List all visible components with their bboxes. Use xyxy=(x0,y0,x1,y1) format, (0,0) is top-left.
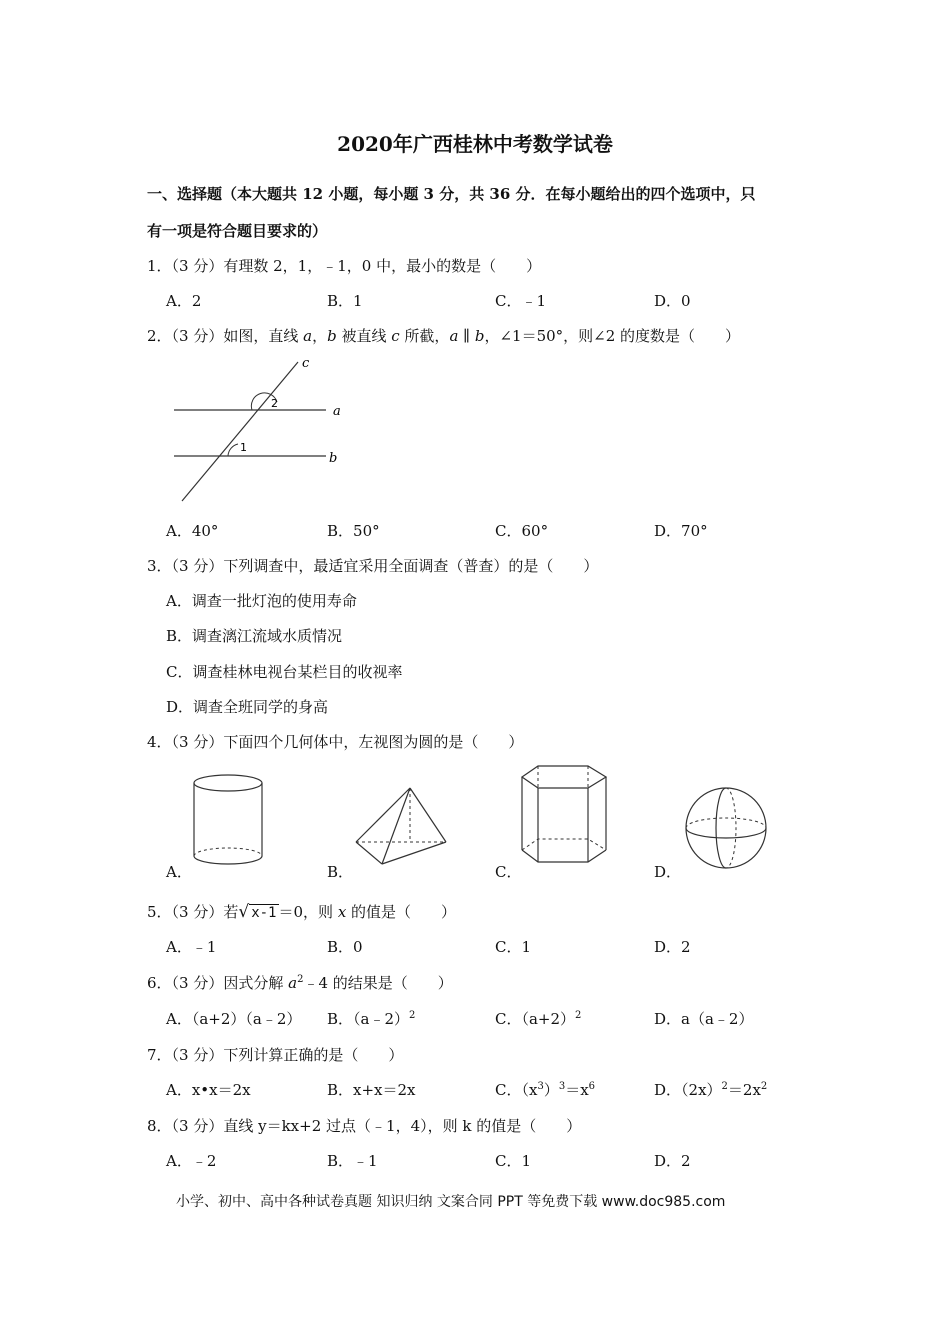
q5-option-c: C．1 xyxy=(495,938,532,956)
q5-stem: 5．（3 分）若√ x-1 ＝0，则 x 的值是（ ） xyxy=(147,902,457,922)
q5-option-b: B．0 xyxy=(327,938,363,956)
q6-option-d: D．a（a﹣2） xyxy=(654,1010,754,1028)
q4-option-d: D． xyxy=(654,863,682,881)
hexagonal-prism-figure xyxy=(518,762,610,868)
q2-option-d: D．70° xyxy=(654,522,708,540)
sphere-figure xyxy=(682,784,770,872)
label-a: a xyxy=(333,404,341,419)
q8-option-a: A．﹣2 xyxy=(166,1152,217,1170)
label-c: c xyxy=(302,356,310,371)
q1-option-a: A．2 xyxy=(166,292,202,310)
q3-option-a: A．调查一批灯泡的使用寿命 xyxy=(166,592,357,610)
q8-option-d: D．2 xyxy=(654,1152,691,1170)
q7-option-a: A．x•x＝2x xyxy=(166,1081,251,1099)
section-heading-line2: 有一项是符合题目要求的） xyxy=(147,222,328,240)
q8-stem: 8．（3 分）直线 y＝kx+2 过点（﹣1，4），则 k 的值是（ ） xyxy=(147,1117,582,1135)
q5-option-d: D．2 xyxy=(654,938,691,956)
square-root: √ x-1 xyxy=(238,902,277,922)
q4-option-c: C． xyxy=(495,863,522,881)
q7-option-c: C．$(x^3)^3=x^6$ xyxy=(495,1081,596,1099)
q4-option-b: B． xyxy=(327,863,354,881)
q6-option-a: A．（a+2）（a﹣2） xyxy=(166,1010,302,1028)
q1-option-d: D．0 xyxy=(654,292,691,310)
q2-option-c: C．60° xyxy=(495,522,549,540)
page-title: 2020年广西桂林中考数学试卷 xyxy=(337,132,613,156)
q8-option-c: C．1 xyxy=(495,1152,532,1170)
angle-1-label: 1 xyxy=(240,441,247,454)
q6-stem: 6．（3 分）因式分解 $a^2﹣4$ 的结果是（ ） xyxy=(147,974,453,992)
q3-stem: 3．（3 分）下列调查中，最适宜采用全面调查（普查）的是（ ） xyxy=(147,557,599,575)
q1-option-c: C．﹣1 xyxy=(495,292,547,310)
q2-option-b: B．50° xyxy=(327,522,380,540)
label-b: b xyxy=(329,451,338,466)
q1-option-b: B．1 xyxy=(327,292,363,310)
footer-watermark: 小学、初中、高中各种试卷真题 知识归纳 文案合同 PPT 等免费下载 www.doc985.com xyxy=(176,1194,726,1210)
pyramid-figure xyxy=(352,782,452,872)
q3-option-b: B．调查漓江流域水质情况 xyxy=(166,627,343,645)
q2-stem: 2．（3 分）如图，直线 a，b 被直线 c 所截，a ∥ b，∠1＝50°，则∠2 的度数是（ ） xyxy=(147,327,741,345)
section-heading-line1: 一、选择题（本大题共 12 小题，每小题 3 分，共 36 分．在每小题给出的四个选项中，只 xyxy=(147,185,756,203)
q2-option-a: A．40° xyxy=(166,522,219,540)
q8-option-b: B．﹣1 xyxy=(327,1152,378,1170)
q7-option-b: B．x+x＝2x xyxy=(327,1081,416,1099)
q2-parallel-lines-figure xyxy=(160,352,360,507)
q7-option-d: D．$(2x)^2=2x^2$ xyxy=(654,1081,768,1099)
q4-stem: 4．（3 分）下面四个几何体中，左视图为圆的是（ ） xyxy=(147,733,524,751)
q1-stem: 1．（3 分）有理数 2，1，﹣1，0 中，最小的数是（ ） xyxy=(147,257,542,275)
q3-option-d: D．调查全班同学的身高 xyxy=(166,698,329,716)
q5-option-a: A．﹣1 xyxy=(166,938,217,956)
q7-stem: 7．（3 分）下列计算正确的是（ ） xyxy=(147,1046,404,1064)
q4-option-a: A． xyxy=(166,863,192,881)
angle-2-label: 2 xyxy=(271,397,278,410)
q6-option-b: B．（a﹣2）$^2$ xyxy=(327,1010,416,1028)
q6-option-c: C．$(a+2)^2$ xyxy=(495,1010,582,1028)
cylinder-figure xyxy=(188,772,268,872)
q3-option-c: C．调查桂林电视台某栏目的收视率 xyxy=(166,663,403,681)
